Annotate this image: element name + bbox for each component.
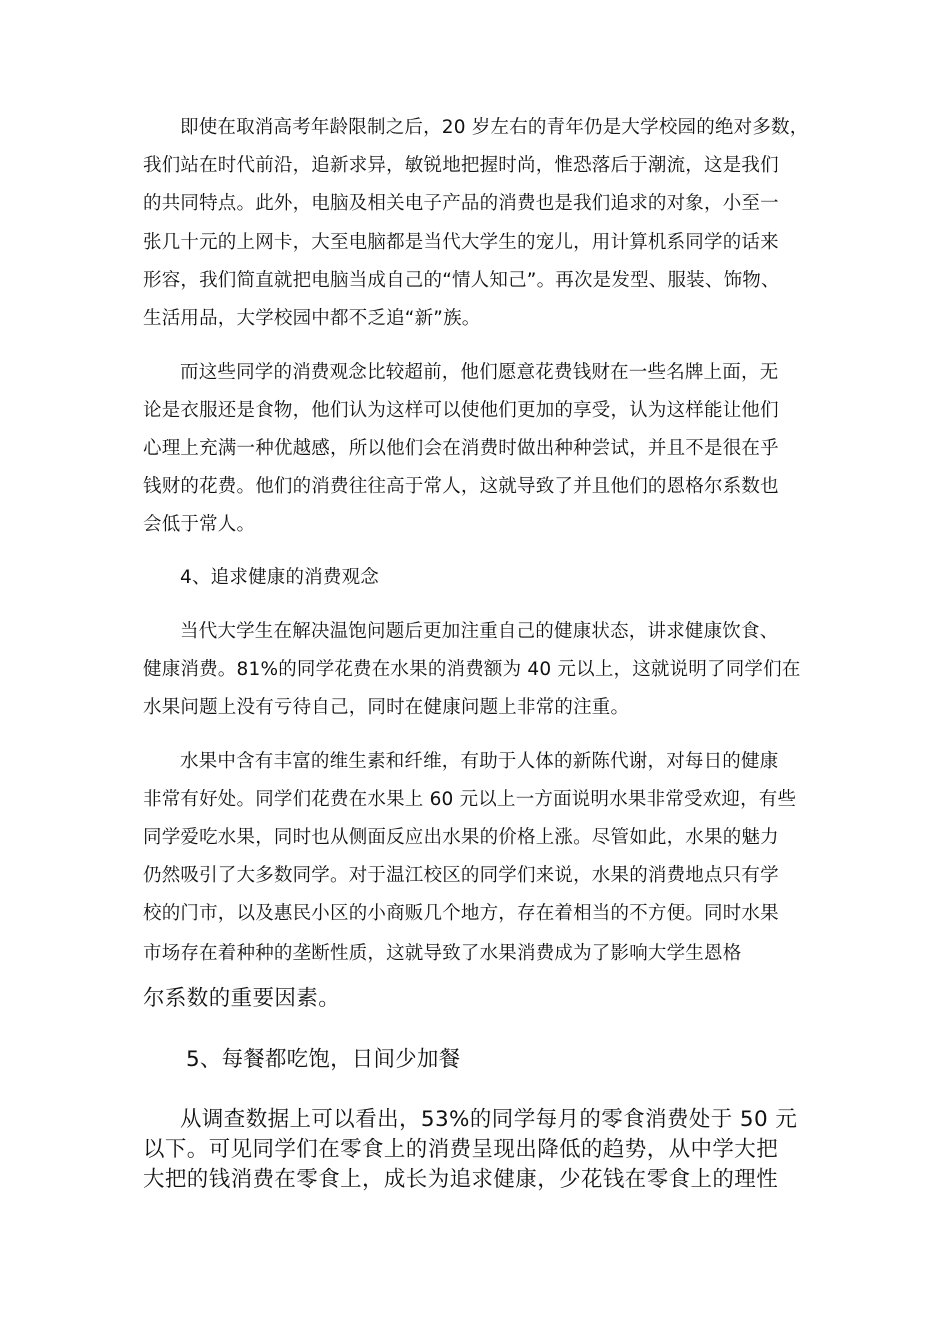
paragraph-line: 当代大学生在解决温饱问题后更加注重自己的健康状态，讲求健康饮食、 [180, 621, 779, 642]
paragraph-line: 会低于常人。 [143, 514, 256, 535]
paragraph-line: 尔系数的重要因素。 [143, 986, 341, 1011]
paragraph-line: 生活用品，大学校园中都不乏追“新”族。 [143, 308, 481, 329]
paragraph-line: 从调查数据上可以看出，53%的同学每月的零食消费处于 50 元 [180, 1107, 798, 1132]
paragraph-line: 而这些同学的消费观念比较超前，他们愿意花费钱财在一些名牌上面，无 [180, 362, 779, 383]
paragraph-line: 市场存在着种种的垄断性质，这就导致了水果消费成为了影响大学生恩格 [143, 943, 742, 964]
paragraph-line: 我们站在时代前沿，追新求异，敏锐地把握时尚，惟恐落后于潮流，这是我们 [143, 155, 779, 176]
paragraph-line: 非常有好处。同学们花费在水果上 60 元以上一方面说明水果非常受欢迎，有些 [143, 789, 797, 810]
paragraph-line: 论是衣服还是食物，他们认为这样可以使他们更加的享受，认为这样能让他们 [143, 400, 779, 421]
paragraph-line: 即使在取消高考年龄限制之后，20 岁左右的青年仍是大学校园的绝对多数， [180, 117, 809, 138]
paragraph-line: 的共同特点。此外，电脑及相关电子产品的消费也是我们追求的对象，小至一 [143, 193, 779, 214]
paragraph-line: 钱财的花费。他们的消费往往高于常人，这就导致了并且他们的恩格尔系数也 [143, 476, 779, 497]
paragraph-line: 健康消费。81%的同学花费在水果的消费额为 40 元以上，这就说明了同学们在 [143, 659, 801, 680]
paragraph-line: 大把的钱消费在零食上，成长为追求健康，少花钱在零食上的理性 [143, 1167, 779, 1192]
paragraph-line: 水果问题上没有亏待自己，同时在健康问题上非常的注重。 [143, 697, 630, 718]
paragraph-line: 校的门市，以及惠民小区的小商贩几个地方，存在着相当的不方便。同时水果 [143, 903, 779, 924]
paragraph-line: 张几十元的上网卡，大至电脑都是当代大学生的宠儿，用计算机系同学的话来 [143, 232, 779, 253]
paragraph-line: 形容，我们简直就把电脑当成自己的“情人知己”。再次是发型、服装、饰物、 [143, 270, 780, 291]
paragraph-line: 同学爱吃水果，同时也从侧面反应出水果的价格上涨。尽管如此，水果的魅力 [143, 827, 779, 848]
section-heading: 4、追求健康的消费观念 [180, 567, 379, 588]
paragraph-line: 仍然吸引了大多数同学。对于温江校区的同学们来说，水果的消费地点只有学 [143, 865, 779, 886]
paragraph-line: 心理上充满一种优越感，所以他们会在消费时做出种种尝试，并且不是很在乎 [143, 438, 779, 459]
paragraph-line: 以下。可见同学们在零食上的消费呈现出降低的趋势，从中学大把 [143, 1137, 779, 1162]
section-heading: 5、每餐都吃饱，日间少加餐 [186, 1047, 461, 1072]
paragraph-line: 水果中含有丰富的维生素和纤维，有助于人体的新陈代谢，对每日的健康 [180, 751, 779, 772]
